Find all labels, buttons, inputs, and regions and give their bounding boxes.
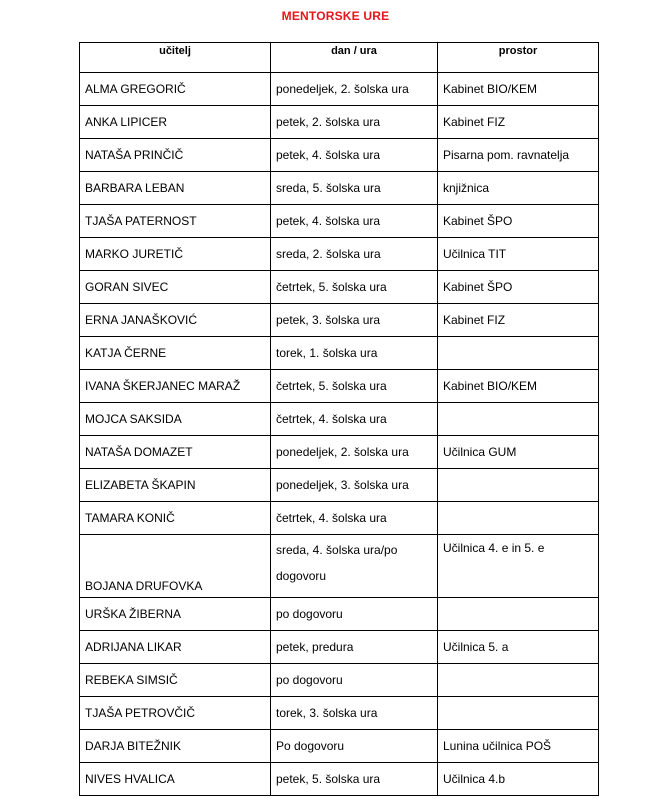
table-row <box>80 139 599 172</box>
table-row <box>80 271 599 304</box>
day-hour-cell: ponedeljek, 2. šolska ura <box>271 436 438 469</box>
teacher-cell: KATJA ČERNE <box>80 337 271 370</box>
table-row <box>80 631 599 664</box>
table-row <box>80 304 599 337</box>
table-row <box>80 172 599 205</box>
teacher-cell: TAMARA KONIČ <box>80 502 271 535</box>
table-row <box>80 370 599 403</box>
table-row <box>80 73 599 106</box>
teacher-cell: ADRIJANA LIKAR <box>80 631 271 664</box>
day-hour-cell: četrtek, 4. šolska ura <box>271 403 438 436</box>
room-cell: Učilnica 5. a <box>438 631 599 664</box>
room-cell: Učilnica GUM <box>438 436 599 469</box>
table-row <box>80 436 599 469</box>
page-title: MENTORSKE URE <box>281 9 390 23</box>
day-hour-cell: sreda, 4. šolska ura/po dogovoru <box>271 535 438 598</box>
day-hour-cell: torek, 1. šolska ura <box>271 337 438 370</box>
day-hour-cell: četrtek, 5. šolska ura <box>271 370 438 403</box>
day-hour-cell: četrtek, 4. šolska ura <box>271 502 438 535</box>
day-hour-cell: petek, predura <box>271 631 438 664</box>
room-cell: knjižnica <box>438 172 599 205</box>
room-cell: Lunina učilnica POŠ <box>438 730 599 763</box>
table-row <box>80 469 599 502</box>
day-hour-cell: ponedeljek, 3. šolska ura <box>271 469 438 502</box>
column-header-room: prostor <box>438 43 599 73</box>
teacher-cell: BARBARA LEBAN <box>80 172 271 205</box>
room-cell <box>438 403 599 436</box>
column-header-day-hour: dan / ura <box>271 43 438 73</box>
room-cell: Kabinet FIZ <box>438 304 599 337</box>
teacher-cell: URŠKA ŽIBERNA <box>80 598 271 631</box>
day-hour-cell: petek, 2. šolska ura <box>271 106 438 139</box>
table-header-row <box>80 43 599 73</box>
day-hour-cell: petek, 4. šolska ura <box>271 205 438 238</box>
room-cell <box>438 598 599 631</box>
room-cell: Učilnica TIT <box>438 238 599 271</box>
day-hour-cell: po dogovoru <box>271 598 438 631</box>
room-cell <box>438 337 599 370</box>
day-hour-cell: ponedeljek, 2. šolska ura <box>271 73 438 106</box>
teacher-cell: TJAŠA PETROVČIČ <box>80 697 271 730</box>
table-row <box>80 106 599 139</box>
teacher-cell: BOJANA DRUFOVKA <box>80 535 271 598</box>
teacher-cell: NIVES HVALICA <box>80 763 271 796</box>
day-hour-cell: torek, 3. šolska ura <box>271 697 438 730</box>
teacher-cell: MOJCA SAKSIDA <box>80 403 271 436</box>
table-row <box>80 205 599 238</box>
room-cell: Kabinet ŠPO <box>438 271 599 304</box>
day-hour-cell: sreda, 5. šolska ura <box>271 172 438 205</box>
table-row <box>80 403 599 436</box>
table-row <box>80 502 599 535</box>
room-cell <box>438 502 599 535</box>
day-hour-cell: četrtek, 5. šolska ura <box>271 271 438 304</box>
day-hour-cell: petek, 4. šolska ura <box>271 139 438 172</box>
room-cell: Kabinet BIO/KEM <box>438 73 599 106</box>
table-row <box>80 730 599 763</box>
teacher-cell: NATAŠA PRINČIČ <box>80 139 271 172</box>
teacher-cell: ELIZABETA ŠKAPIN <box>80 469 271 502</box>
teacher-cell: MARKO JURETIČ <box>80 238 271 271</box>
room-cell: Pisarna pom. ravnatelja <box>438 139 599 172</box>
table-row <box>80 763 599 796</box>
room-cell: Učilnica 4. e in 5. e <box>438 535 599 598</box>
teacher-cell: IVANA ŠKERJANEC MARAŽ <box>80 370 271 403</box>
table-row <box>80 664 599 697</box>
column-header-teacher: učitelj <box>80 43 271 73</box>
mentor-hours-table <box>79 42 599 796</box>
room-cell: Kabinet ŠPO <box>438 205 599 238</box>
table-row <box>80 238 599 271</box>
teacher-cell: NATAŠA DOMAZET <box>80 436 271 469</box>
day-hour-cell: petek, 5. šolska ura <box>271 763 438 796</box>
day-hour-cell: po dogovoru <box>271 664 438 697</box>
teacher-cell: ANKA LIPICER <box>80 106 271 139</box>
table-row <box>80 337 599 370</box>
table-row <box>80 697 599 730</box>
teacher-cell: ERNA JANAŠKOVIĆ <box>80 304 271 337</box>
teacher-cell: ALMA GREGORIČ <box>80 73 271 106</box>
table-row <box>80 598 599 631</box>
day-hour-cell: Po dogovoru <box>271 730 438 763</box>
teacher-cell: GORAN SIVEC <box>80 271 271 304</box>
day-hour-cell: petek, 3. šolska ura <box>271 304 438 337</box>
room-cell <box>438 469 599 502</box>
room-cell: Kabinet BIO/KEM <box>438 370 599 403</box>
teacher-cell: TJAŠA PATERNOST <box>80 205 271 238</box>
room-cell <box>438 664 599 697</box>
teacher-cell: REBEKA SIMSIČ <box>80 664 271 697</box>
room-cell <box>438 697 599 730</box>
room-cell: Učilnica 4.b <box>438 763 599 796</box>
room-cell: Kabinet FIZ <box>438 106 599 139</box>
teacher-cell: DARJA BITEŽNIK <box>80 730 271 763</box>
day-hour-cell: sreda, 2. šolska ura <box>271 238 438 271</box>
table-row <box>80 535 599 598</box>
